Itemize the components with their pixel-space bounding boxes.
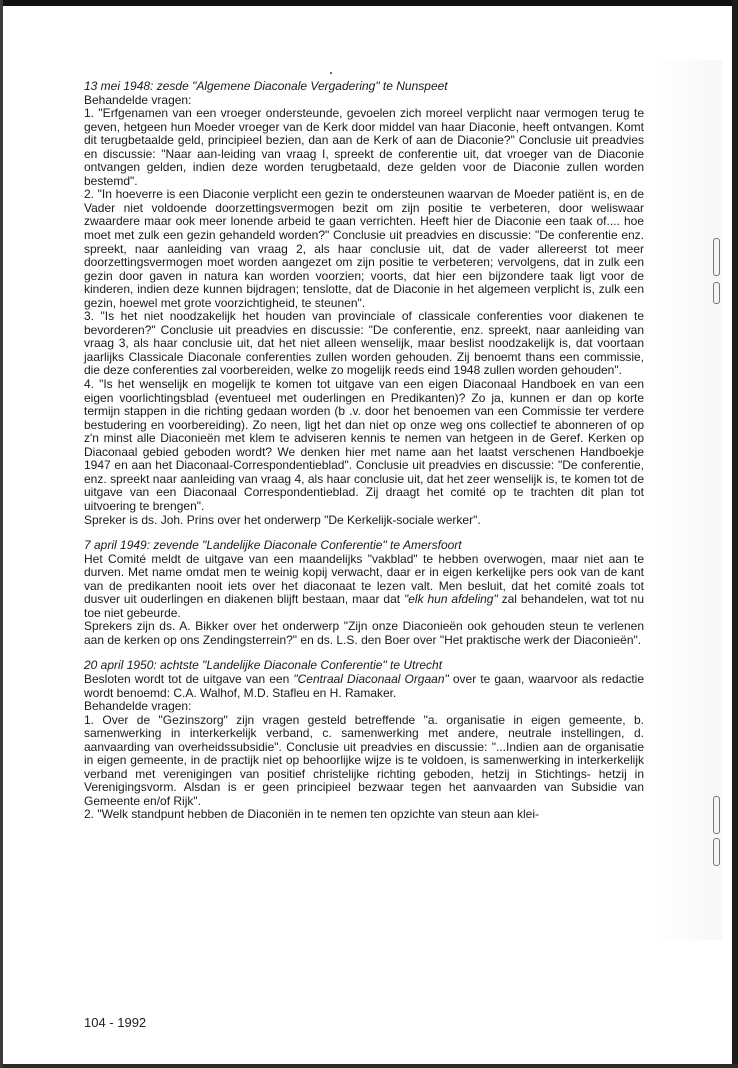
paragraph-text: over te gaan, waarvoor als redactie wordt benoemd: C.A. Walhof, M.D. Stafleu en H. Ramaker. [84,671,645,700]
paragraph: Spreker is ds. Joh. Prins over het onderwerp "De Kerkelijk-sociale werker". [84,512,481,527]
paragraph: 1. Over de "Gezinszorg" zijn vragen gesteld betreffende "a. organisatie in eigen gemeente, b. samenwerking in interkerkelijk verband, c. samenwerking met andere, neutrale instellingen, d. aanvaarding van overheidssubsidie". Conclusie uit preadvies en discussie: "...Indien aan de organisatie in eigen gemeente, in de practijk niet op behoorlijke wijze is te voldoen, is samenwerking in interkerkelijk verband met verenigingen van positief christelijke richting geboden, hetzij in Stichtings- hetzij in Verenigingsvorm. Alsdan is er geen principieel bezwaar tegen het aanvaarden van Subsidie van Gemeente en/of Rijk". [84,712,644,808]
page-body [84,80,644,822]
paragraph-text: zal behandelen, wat tot nu toe niet gebeurde. [84,592,645,620]
emphasis-text: "elk hun afdeling" [404,592,498,607]
scan-border-right [732,0,738,1068]
paragraph-text: Besloten wordt tot de uitgave van een [84,671,294,686]
paragraph [84,553,644,621]
paragraph: Behandelde vragen: [84,92,192,107]
paragraph: Sprekers zijn ds. A. Bikker over het onderwerp "Zijn onze Diaconieën ook gehouden steun te verlenen aan de kerken op ons Zendingsterrein?" en ds. L.S. den Boer over "Het praktische werk der Diaconieën". [84,619,644,647]
scan-border-top [0,0,738,6]
binding-clip-icon [713,838,720,866]
section-1950 [84,659,644,822]
emphasis-text: "Centraal Diaconaal Orgaan" [293,671,449,686]
scan-speck [330,72,332,74]
paragraph: 4. "Is het wenselijk en mogelijk te komen tot uitgave van een eigen Diaconaal Handboek en van een eigen voorlichtingsblad (eventueel met ouderlingen en Predikanten)? Zo ja, kunnen er dan op korte termijn stappen in die richting gedaan worden (b .v. door het benoemen van een Commissie ter verdere bestudering en voorbereiding). Zo neen, ligt het dan niet op onze weg ons collectief te abonneren of op z'n minst alle Diaconieën met klem te adviseren kennis te nemen van hetgeen in de Geref. Kerken op Diaconaal gebied geboden wordt? We denken hier met name aan het laatst verschenen Handboekje 1947 en aan het Diaconaal-Correspondentieblad". Conclusie uit preadvies en discussie: "De conferentie, enz. spreekt naar aanleiding van vraag 4, als haar conclusie uit, dat het zeer wenselijk is, te komen tot de uitgave van een Diaconaal Correspondentieblad. Zij draagt het comité op te trachten dit plan tot uitvoering te brengen". [84,377,644,513]
binding-clip-icon [713,282,720,304]
section-1949 [84,539,644,647]
paragraph: Behandelde vragen: [84,699,192,714]
paragraph: 2. "In hoeverre is een Diaconie verplicht een gezin te ondersteunen waarvan de Moeder patiënt is, en de Vader niet voldoende doorzettingsvermogen bezit om zijn positie te verbeteren, door weliswaar zwaardere maar ook meer lonende arbeid te gaan verrichten. Heeft hier de Diaconie een taak of.... hoe moet met zulk een gezin gehandeld worden?" Conclusie uit preadvies en discussie: "De conferentie enz. spreekt, naar aanleiding van vraag 2, als haar conclusie uit, dat de vader allereerst tot meer doorzettingsvermogen moet worden aangezet om zijn positie te verbeteren; vervolgens, dat in zulk een gezin door gaven in natura kan worden voorzien; voorts, dat hier een bijzondere taak ligt voor de kinderen, indien deze kunnen bijdragen; tenslotte, dat de Diaconie in het algemeen verplicht is, zulk een gezin, hoewel met grote voorzichtigheid, te steunen". [84,187,644,310]
paragraph: 1. "Erfgenamen van een vroeger ondersteunde, gevoelen zich moreel verplicht naar vermogen terug te geven, hetgeen hun Moeder vroeger van de Kerk door middel van haar Diaconie, heeft ontvangen. Komt dit terugbetaalde geld, principieel bezien, dan aan de Kerk of aan de Diaconie?" Conclusie uit preadvies en discussie: "Naar aan-leiding van vraag I, spreekt de conferentie uit, dat vroeger van de Diaconie ontvangen gelden, indien deze worden terugbetaald, deze gelden voor de Diaconie zullen worden bestemd". [84,106,644,188]
binding-clip-icon [713,796,720,834]
scan-border-bottom [0,1064,738,1068]
binding-clip-icon [713,238,720,276]
section-heading: 7 april 1949: zevende "Landelijke Diaconale Conferentie" te Amersfoort [84,538,462,553]
scan-border-left [0,0,3,1068]
section-1948 [84,80,644,527]
paragraph: 2. "Welk standpunt hebben de Diaconiën in te nemen ten opzichte van steun aan klei- [84,807,540,822]
paragraph [84,673,644,700]
paragraph: 3. "Is het niet noodzakelijk het houden van provinciale of classicale conferenties voor diakenen te bevorderen?" Conclusie uit preadvies en discussie: "De conferentie, enz. spreekt, naar aanleiding van vraag 3, als haar conclusie uit, dat het niet alleen wenselijk, maar beslist noodzakelijk is, dat voortaan jaarlijks Classicale Diaconale conferenties zullen worden gehouden. Zij benoemt thans een commissie, die deze conferenties zal voorbereiden, welke zo mogelijk reeds eind 1948 zullen worden gehouden". [84,309,644,378]
section-heading: 20 april 1950: achtste "Landelijke Diaconale Conferentie" te Utrecht [84,658,443,673]
paragraph-text: Het Comité meldt de uitgave van een maandelijks "vakblad" te hebben overwogen, maar niet aan te durven. Met name omdat men te weinig kopij verwacht, daar er in eigen kerkelijke pers ook van de kant van de predikanten nooit iets over het diaconaat te lezen valt. Men besluit, dat het comité zoals tot dusver uit ouderlingen en diakenen blijft bestaan, maar dat [84,551,644,607]
page-bleed-shadow [652,60,722,940]
page-number: 104 - 1992 [84,1015,147,1030]
section-heading: 13 mei 1948: zesde "Algemene Diaconale Vergadering" te Nunspeet [84,79,448,93]
